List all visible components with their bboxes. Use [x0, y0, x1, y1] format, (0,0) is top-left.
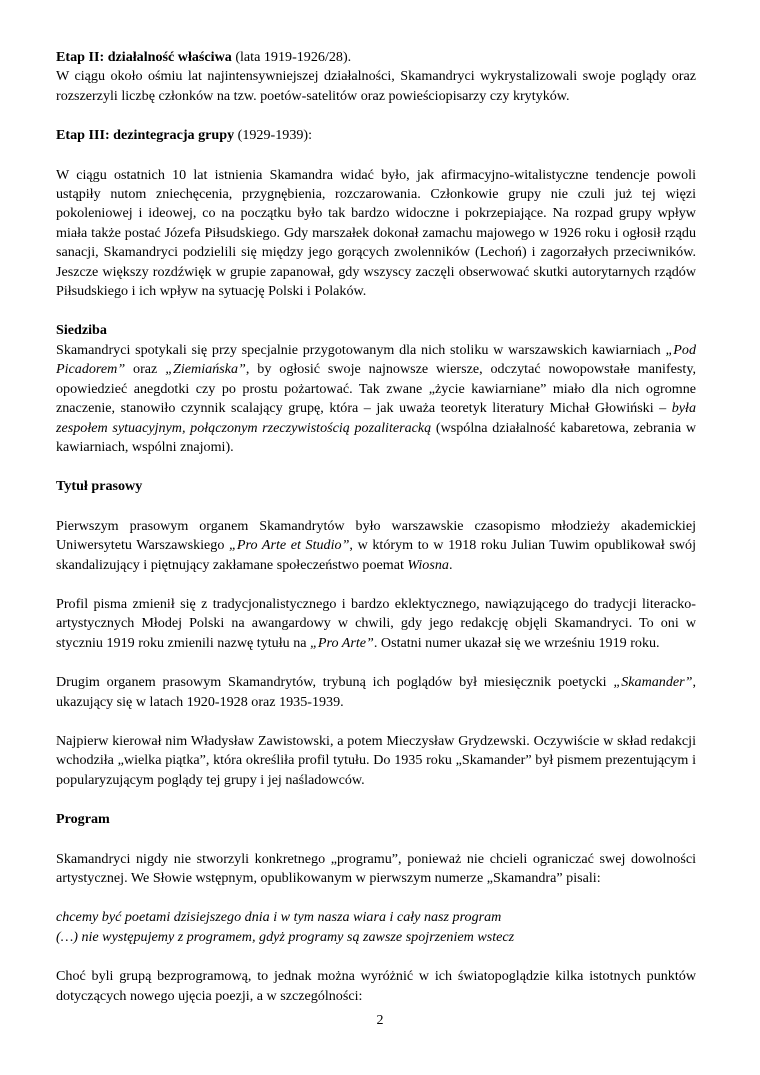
etap3-dates: (1929-1939):: [234, 127, 313, 144]
siedziba-heading: Siedziba: [56, 322, 107, 339]
etap2-heading: Etap II: działalność właściwa: [56, 49, 232, 65]
magazine-title-skamander: „Skamander”: [613, 674, 693, 691]
tytul-heading: Tytuł prasowy: [56, 478, 143, 495]
program-closing: Choć byli grupą bezprogramową, to jednak można wyróżnić w ich światopoglądzie kilka istotnych punktów dotyczących nowego ujęcia poezji, a w szczególności:: [56, 968, 696, 1004]
cafe-name-1: „Pod Picadorem”: [56, 341, 696, 378]
etap2-dates: (lata 1919-1926/28).: [231, 49, 352, 65]
siedziba-paragraph: Skamandryci spotykali się przy specjalnie przygotowanym dla nich stoliku w warszawskich kawiarniach „Pod Picadorem” oraz „Ziemiańska”, by ogłosić swoje najnowsze wiersze, odczytać nowopowstałe manifesty, opowiedzieć anegdotki czy po prostu pożartować. Tak zwane „życie kawiarniane” miało dla nich ogromne znaczenie, stanowiło czynnik scalający grupę, która – jak uważa teoretyk literatury Michał Głowiński – była zespołem sytuacyjnym, połączonym rzeczywistością pozaliteracką (wspólna działalność kabaretowa, zebrania w kawiarniach, wspólni znajomi).: [56, 341, 696, 455]
program-heading: Program: [56, 811, 110, 828]
program-intro: Skamandryci nigdy nie stworzyli konkretnego „programu”, ponieważ nie chcieli ograniczać swej dowolności artystycznej. We Słowie wstępnym, opublikowanym w pierwszym numerze „Skamandra” pisali:: [56, 850, 696, 886]
tytul-paragraph-2: Profil pisma zmienił się z tradycjonalistycznego i bardzo eklektycznego, nawiązującego do tradycji literacko-artystycznych Młodej Polski na awangardowy w chwili, gdy jego redakcję objęli Skamandryci. To oni w styczniu 1919 roku zmienili nazwę tytułu na „Pro Arte”. Ostatni numer ukazał się we wrześniu 1919 roku.: [56, 595, 696, 651]
page-number: 2: [376, 1013, 384, 1028]
program-quote-line-2: (…) nie występujemy z programem, gdyż programy są zawsze spojrzeniem wstecz: [56, 928, 515, 945]
poem-title-wiosna: Wiosna: [407, 556, 449, 573]
magazine-title-pro-arte: „Pro Arte”: [310, 634, 374, 651]
cafe-name-2: „Ziemiańska”: [165, 361, 246, 378]
etap2-heading-line: [56, 48, 696, 67]
document-page: [56, 48, 696, 1006]
etap3-heading: Etap III: dezintegracja grupy: [56, 127, 235, 144]
program-quote-line-1: chcemy być poetami dzisiejszego dnia i w tym nasza wiara i cały nasz program: [56, 909, 502, 926]
glowinski-quote: była zespołem sytuacyjnym, połączonym rzeczywistością pozaliteracką: [56, 400, 696, 436]
etap2-paragraph: W ciągu około ośmiu lat najintensywniejszej działalności, Skamandryci wykrystalizowali swoje poglądy oraz rozszerzyli liczbę członków na tzw. poetów-satelitów oraz powieściopisarzy czy krytyków.: [56, 68, 696, 104]
magazine-title-pro-arte-et-studio: „Pro Arte et Studio”: [229, 537, 350, 554]
etap3-heading-line: [56, 126, 696, 145]
tytul-paragraph-4: Najpierw kierował nim Władysław Zawistowski, a potem Mieczysław Grydzewski. Oczywiście w skład redakcji wchodziła „wielka piątka”, która określiła profil tytułu. Do 1935 roku „Skamander” był pismem prezentującym i popularyzującym poglądy tej grupy i jej naśladowców.: [56, 732, 696, 788]
tytul-paragraph-3: Drugim organem prasowym Skamandrytów, trybuną ich poglądów był miesięcznik poetycki „Skamander”, ukazujący się w latach 1920-1928 oraz 1935-1939.: [56, 674, 696, 710]
etap3-paragraph: W ciągu ostatnich 10 lat istnienia Skamandra widać było, jak afirmacyjno-witalistyczne tendencje powoli ustąpiły nutom zniechęcenia, przygnębienia, rozczarowania. Członkowie grupy nie czuli już tej więzi pokoleniowej i ideowej, co na początku było tak bardzo widoczne i pokrzepiające. Na rozpad grupy wpływ miała także postać Józefa Piłsudskiego. Gdy marszałek dokonał zamachu majowego w 1926 roku i ogłosił rządu sanacji, Skamandryci podzielili się między jego gorących zwolenników (Lechoń) i zagorzałych przeciwników. Jeszcze większy rozdźwięk w grupie zapanował, gdy wszyscy zaczęli obserwować skutki autorytarnych rządów Piłsudskiego i ich wpływ na sytuację Polski i Polaków.: [56, 166, 696, 300]
tytul-paragraph-1: Pierwszym prasowym organem Skamandrytów było warszawskie czasopismo młodzieży akademickiej Uniwersytetu Warszawskiego „Pro Arte et Studio”, w którym to w 1918 roku Julian Tuwim opublikował swój skandalizujący i piętnujący zakłamane społeczeństwo poemat Wiosna.: [56, 517, 696, 573]
